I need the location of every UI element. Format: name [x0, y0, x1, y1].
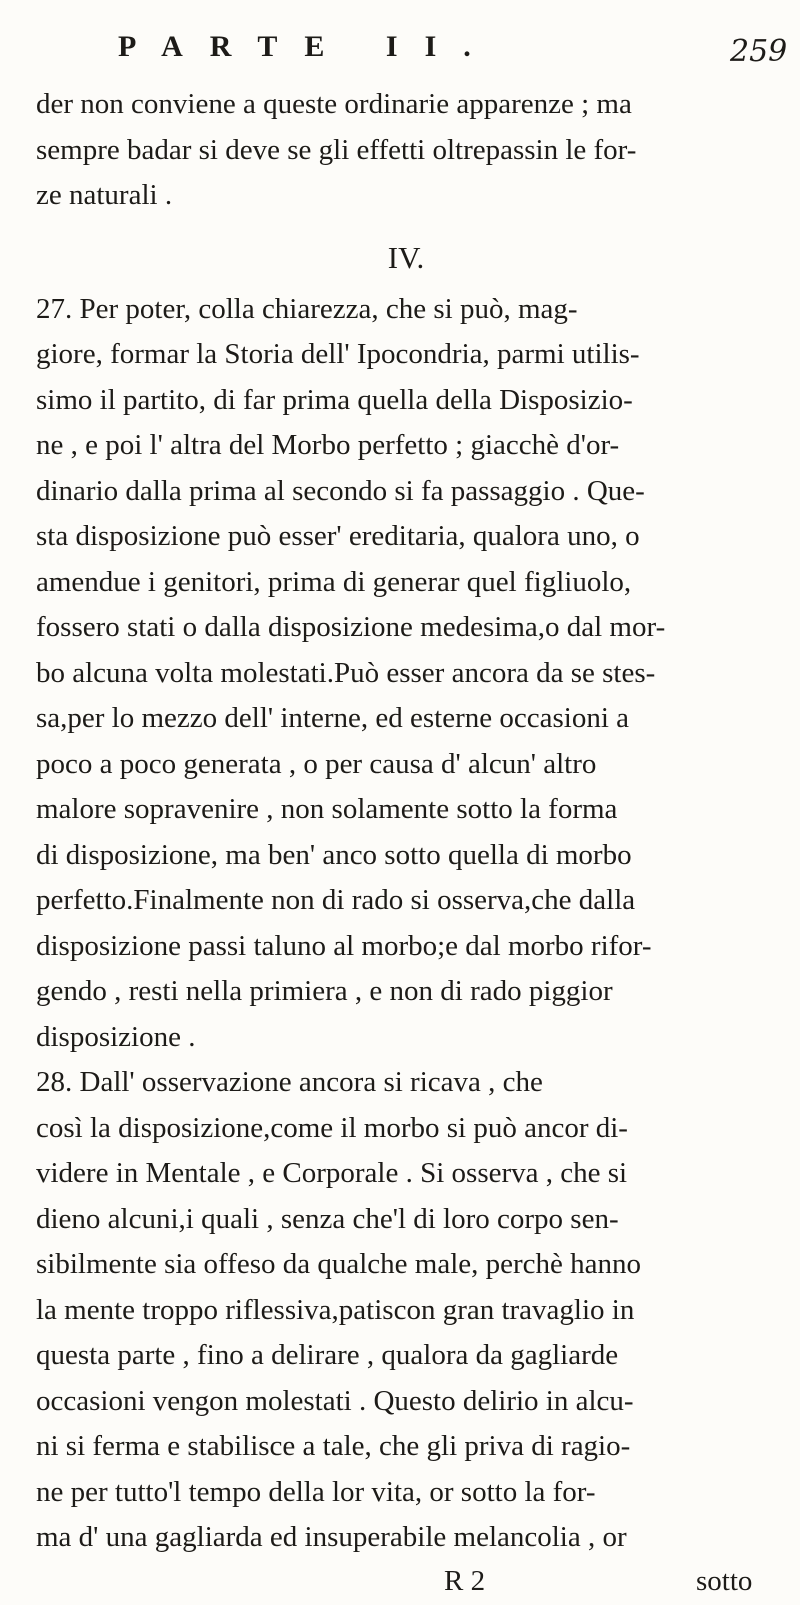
text-line: amendue i genitori, prima di generar quel figliuolo, [36, 565, 632, 598]
paragraphs-27-28 [36, 287, 776, 1561]
text-line: sempre badar si deve se gli effetti oltrepassin le for- [36, 133, 637, 166]
text-line: der non conviene a queste ordinarie apparenze ; ma [36, 88, 632, 120]
text-line: sa,per lo mezzo dell' interne, ed esterne occasioni a [36, 702, 630, 734]
text-line: sibilmente sia offeso da qualche male, perchè hanno [36, 1248, 642, 1280]
text-line: così la disposizione,come il morbo si può ancor di- [36, 1111, 628, 1144]
text-line: ne per tutto'l tempo della lor vita, or sotto la for- [36, 1475, 596, 1508]
text-line: questa parte , fino a delirare , qualora da gagliarde [36, 1339, 619, 1371]
text-block [36, 82, 776, 1605]
text-line: giore, formar la Storia dell' Ipocondria, parmi utilis- [36, 338, 640, 370]
text-line: la mente troppo riflessiva,patiscon gran travaglio in [36, 1293, 635, 1326]
text-line: dieno alcuni,i quali , senza che'l di loro corpo sen- [36, 1202, 619, 1235]
running-head [0, 12, 800, 72]
signature-mark: R 2 [444, 1564, 486, 1597]
text-line: 27. Per poter, colla chiarezza, che si può, mag- [36, 292, 578, 325]
text-line: occasioni vengon molestati . Questo delirio in alcu- [36, 1384, 634, 1417]
text-line: disposizione . [36, 1020, 196, 1053]
paragraph-continuation [36, 82, 776, 219]
text-line: malore sopravenire , non solamente sotto la forma [36, 793, 618, 825]
text-line: bo alcuna volta molestati.Può esser ancora da se stes- [36, 656, 656, 689]
text-line: ze naturali . [36, 179, 173, 211]
page-number: 259 [730, 34, 788, 69]
page-footer [36, 1565, 776, 1605]
text-line: ne , e poi l' altra del Morbo perfetto ; giacchè d'or- [36, 429, 620, 461]
text-line: dinario dalla prima al secondo si fa passaggio . Que- [36, 474, 645, 507]
text-line: ma d' una gagliarda ed insuperabile melancolia , or [36, 1521, 627, 1553]
text-line: di disposizione, ma ben' anco sotto quella di morbo [36, 838, 632, 871]
catchword: sotto [696, 1564, 753, 1597]
text-line: videre in Mentale , e Corporale . Si osserva , che si [36, 1157, 628, 1189]
text-line: 28. Dall' osservazione ancora si ricava , che [36, 1066, 543, 1098]
text-line: fossero stati o dalla disposizione medesima,o dal mor- [36, 611, 666, 643]
text-line: sta disposizione può esser' ereditaria, qualora uno, o [36, 520, 640, 552]
text-line: disposizione passi taluno al morbo;e dal morbo rifor- [36, 929, 652, 962]
text-line: perfetto.Finalmente non di rado si osserva,che dalla [36, 884, 636, 916]
text-line: simo il partito, di far prima quella della Disposizio- [36, 383, 633, 416]
text-line: poco a poco generata , o per causa d' alcun' altro [36, 747, 597, 780]
running-title: PARTE II. [118, 30, 498, 63]
text-line: gendo , resti nella primiera , e non di rado piggior [36, 975, 613, 1007]
text-line: ni si ferma e stabilisce a tale, che gli priva di ragio- [36, 1430, 631, 1462]
section-heading: IV. [387, 239, 425, 275]
